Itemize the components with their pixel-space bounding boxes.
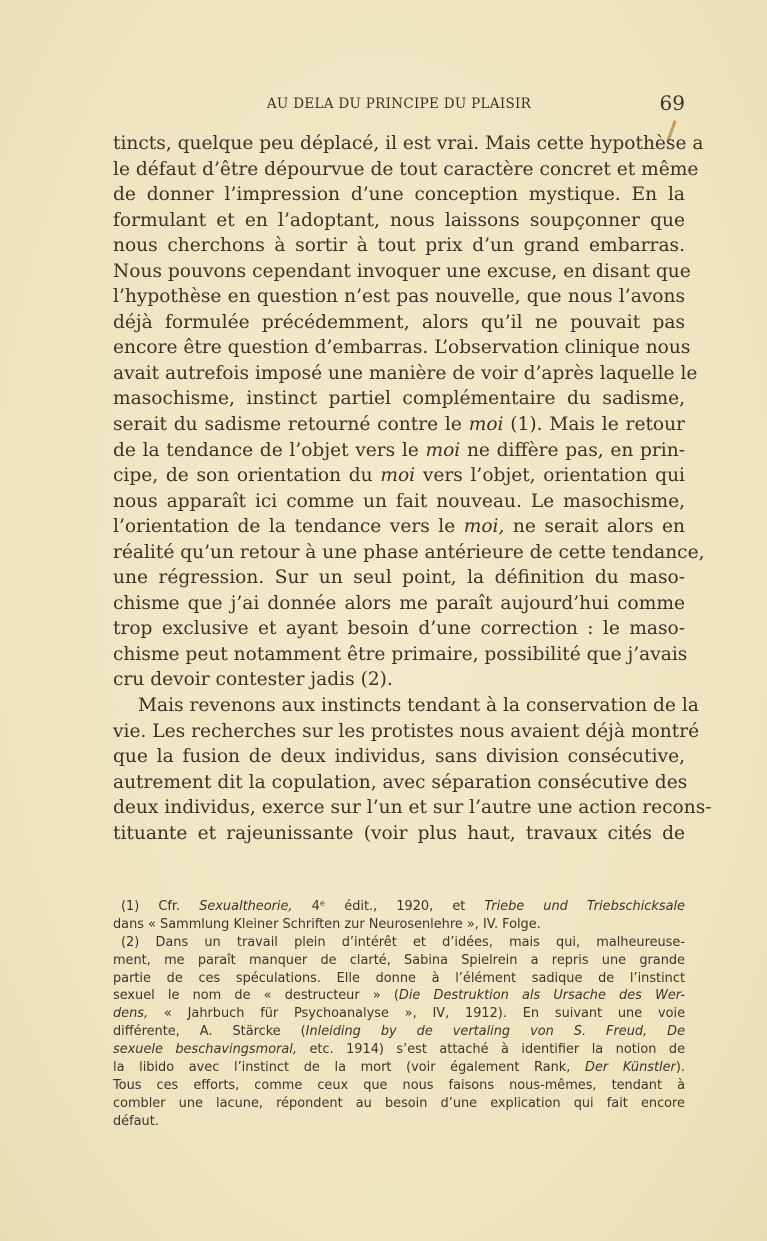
text-segment: Tous ces efforts, comme ceux que nous faisons nous-mêmes, tendant à bbox=[113, 1077, 685, 1093]
text-segment: que la fusion de deux individus, sans division consécutive, bbox=[113, 746, 685, 768]
footnote-line bbox=[113, 1113, 685, 1131]
footnote-line bbox=[113, 1077, 685, 1095]
text-segment: deux individus, exerce sur l’un et sur l’autre une action recons- bbox=[113, 797, 712, 819]
text-segment: Nous pouvons cependant invoquer une excuse, en disant que bbox=[113, 260, 691, 282]
body-line bbox=[113, 489, 685, 515]
text-segment: vers l’objet, orientation qui bbox=[415, 465, 685, 487]
text-segment: chisme peut notamment être primaire, possibilité que j’avais bbox=[113, 643, 688, 665]
italic-text: Inleiding by de vertaling von S. Freud, De bbox=[305, 1024, 685, 1040]
page-header bbox=[113, 93, 685, 115]
text-segment: réalité qu’un retour à une phase antérieure de cette tendance, bbox=[113, 541, 705, 563]
body-line bbox=[113, 565, 685, 591]
running-title: AU DELA DU PRINCIPE DU PLAISIR bbox=[266, 96, 532, 112]
footnote-line bbox=[113, 1041, 685, 1059]
text-segment: nous apparaît ici comme un fait nouveau. Le masochisme, bbox=[113, 490, 685, 512]
body-line bbox=[113, 693, 699, 719]
text-segment: combler une lacune, répondent au besoin d’une explication qui fait encore bbox=[113, 1095, 685, 1111]
text-segment: la libido avec l’instinct de la mort (voir également Rank, bbox=[113, 1060, 586, 1076]
body-line bbox=[113, 386, 685, 412]
body-line bbox=[113, 182, 685, 208]
text-segment: (1). Mais le retour bbox=[503, 414, 685, 436]
footnote-line bbox=[113, 987, 685, 1005]
text-segment: encore être question d’embarras. L’observation clinique nous bbox=[113, 337, 691, 359]
footnote-line bbox=[113, 952, 685, 970]
footnote-line bbox=[113, 1059, 685, 1077]
text-segment: déjà formulée précédemment, alors qu’il ne pouvait pas bbox=[113, 311, 685, 333]
text-segment: (2) Dans un travail plein d’intérêt et d’idées, mais qui, malheureuse- bbox=[121, 934, 685, 950]
text-segment: vie. Les recherches sur les protistes nous avaient déjà montré bbox=[113, 720, 700, 742]
footnotes bbox=[113, 898, 685, 1131]
italic-text: Triebe und Triebschicksale bbox=[484, 899, 685, 914]
text-segment: (1) Cfr. bbox=[121, 899, 200, 914]
text-segment: autrement dit la copulation, avec séparation consécutive des bbox=[113, 771, 688, 793]
body-line bbox=[113, 540, 705, 566]
italic-text: Der Künstler bbox=[585, 1060, 676, 1076]
footnote-line bbox=[113, 934, 685, 952]
italic-text: moi bbox=[468, 414, 504, 436]
text-segment: différente, A. Stärcke ( bbox=[113, 1024, 306, 1040]
text-segment: avait autrefois imposé une manière de voir d’après laquelle le bbox=[113, 362, 698, 384]
body-line bbox=[113, 157, 699, 183]
text-segment: trop exclusive et ayant besoin d’une correction : le maso- bbox=[113, 618, 685, 640]
footnote-line bbox=[113, 970, 685, 988]
text-segment: « Jahrbuch für Psychoanalyse », IV, 1912). En suivant une voie bbox=[148, 1006, 685, 1022]
body-line bbox=[113, 667, 685, 693]
body-line bbox=[113, 744, 685, 770]
text-segment: le défaut d’être dépourvue de tout caractère concret et même bbox=[113, 158, 699, 180]
text-segment: cru devoir contester jadis (2). bbox=[113, 669, 393, 691]
italic-text: dens, bbox=[113, 1006, 149, 1022]
text-segment: etc. 1914) s’est attaché à identifier la notion de bbox=[296, 1042, 685, 1058]
italic-text: moi bbox=[380, 465, 416, 487]
body-line bbox=[113, 284, 685, 310]
body-line bbox=[113, 310, 685, 336]
text-segment: cipe, de son orientation du bbox=[113, 465, 381, 487]
body-line bbox=[113, 719, 700, 745]
body-line bbox=[113, 821, 685, 847]
body-line bbox=[113, 259, 691, 285]
main-text bbox=[113, 131, 712, 846]
text-segment: formulant et en l’adoptant, nous laissons soupçonner que bbox=[113, 209, 685, 231]
italic-text: Sexualtheorie, bbox=[199, 899, 293, 914]
text-segment: ne diffère pas, en prin- bbox=[460, 439, 685, 461]
body-line bbox=[113, 770, 688, 796]
text-segment: une régression. Sur un seul point, la définition du maso- bbox=[113, 567, 685, 589]
text-segment: l’hypothèse en question n’est pas nouvelle, que nous l’avons bbox=[113, 286, 685, 308]
body-line bbox=[113, 131, 704, 157]
text-segment: tituante et rajeunissante (voir plus haut, travaux cités de bbox=[113, 822, 685, 844]
text-segment: serait du sadisme retourné contre le bbox=[113, 414, 469, 436]
text-segment: sexuel le nom de « destructeur » ( bbox=[113, 988, 399, 1004]
body-line bbox=[113, 616, 685, 642]
text-segment: de la tendance de l’objet vers le bbox=[113, 439, 426, 461]
footnote-line bbox=[113, 1023, 685, 1041]
text-segment: de donner l’impression d’une conception mystique. En la bbox=[113, 184, 685, 206]
body-line bbox=[113, 412, 685, 438]
body-line bbox=[113, 514, 685, 540]
italic-text: moi bbox=[425, 439, 461, 461]
italic-text: Die Destruktion als Ursache des Wer- bbox=[398, 988, 685, 1004]
footnote-line bbox=[113, 898, 685, 916]
text-segment: tincts, quelque peu déplacé, il est vrai. Mais cette hypothèse a bbox=[113, 133, 704, 154]
page-number: 69 bbox=[659, 91, 685, 115]
body-line bbox=[113, 795, 712, 821]
text-segment: ). bbox=[675, 1060, 685, 1076]
body-line bbox=[113, 642, 688, 668]
text-segment: chisme que j’ai donnée alors me paraît aujourd’hui comme bbox=[113, 592, 685, 614]
text-segment: ment, me paraît manquer de clarté, Sabina Spielrein a repris une grande bbox=[113, 952, 685, 968]
text-segment: défaut. bbox=[113, 1113, 159, 1129]
text-segment: dans « Sammlung Kleiner Schriften zur Neurosenlehre », IV. Folge. bbox=[113, 916, 541, 932]
text-segment: Mais revenons aux instincts tendant à la conservation de la bbox=[138, 695, 699, 717]
footnote-line bbox=[113, 916, 685, 934]
body-line bbox=[113, 463, 685, 489]
italic-text: sexuele beschavingsmoral, bbox=[113, 1042, 297, 1058]
text-segment: partie de ces spéculations. Elle donne à l’élément sadique de l’instinct bbox=[113, 970, 685, 986]
text-segment: l’orientation de la tendance vers le bbox=[113, 516, 464, 538]
body-line bbox=[113, 335, 691, 361]
body-line bbox=[113, 591, 685, 617]
body-line bbox=[113, 438, 685, 464]
footnote-line bbox=[113, 1095, 685, 1113]
body-line bbox=[113, 208, 685, 234]
text-segment: ne serait alors en bbox=[504, 516, 685, 538]
footnote-line bbox=[113, 1005, 685, 1023]
text-segment: nous cherchons à sortir à tout prix d’un grand embarras. bbox=[113, 235, 685, 257]
italic-text: moi, bbox=[463, 516, 505, 538]
text-segment: 4ᵉ édit., 1920, et bbox=[292, 899, 485, 914]
body-line bbox=[113, 233, 685, 259]
text-segment: masochisme, instinct partiel complémentaire du sadisme, bbox=[113, 388, 685, 410]
body-line bbox=[113, 361, 698, 387]
